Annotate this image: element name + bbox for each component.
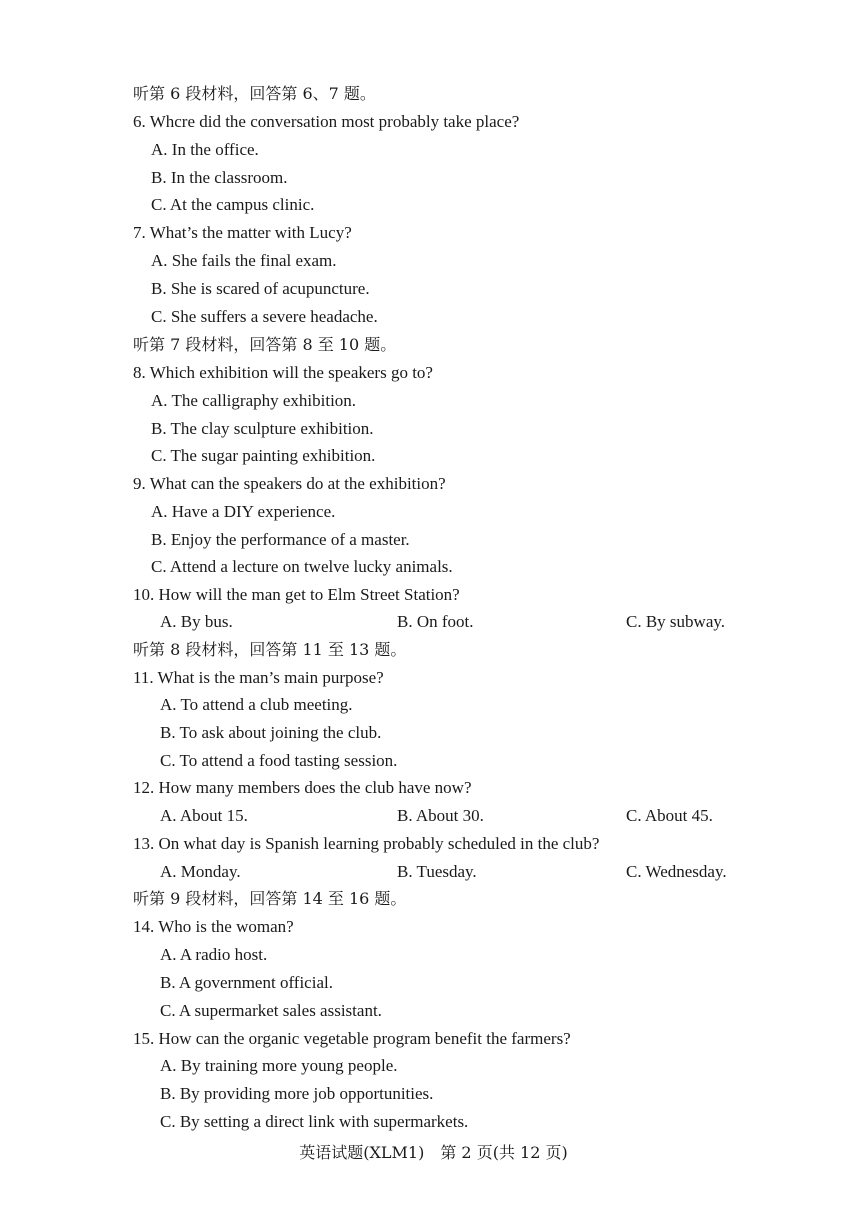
question-13: 13. On what day is Spanish learning probably scheduled in the club? [133, 834, 600, 853]
question-12-option-c: C. About 45. [626, 806, 713, 825]
question-12: 12. How many members does the club have now? [133, 778, 472, 797]
question-10-option-b: B. On foot. [397, 612, 474, 631]
question-8-option-b: B. The clay sculpture exhibition. [151, 419, 374, 438]
question-10-option-c: C. By subway. [626, 612, 726, 631]
question-8-option-c: C. The sugar painting exhibition. [151, 446, 376, 465]
question-7-option-c: C. She suffers a severe headache. [151, 307, 378, 326]
question-15: 15. How can the organic vegetable program benefit the farmers? [133, 1029, 571, 1048]
question-9-option-a: A. Have a DIY experience. [151, 502, 336, 521]
page-footer: 英语试题(XLM1) 第 2 页(共 12 页) [299, 1143, 568, 1162]
question-9-option-c: C. Attend a lecture on twelve lucky animals. [151, 557, 453, 576]
question-14-option-b: B. A government official. [160, 973, 333, 992]
section-6-instruction: 听第 6 段材料，回答第 6、7 题。 [133, 84, 376, 103]
question-7: 7. What’s the matter with Lucy? [133, 223, 352, 242]
question-15-option-a: A. By training more young people. [160, 1056, 398, 1075]
question-14: 14. Who is the woman? [133, 917, 294, 936]
question-7-option-a: A. She fails the final exam. [151, 251, 337, 270]
question-6: 6. Whcre did the conversation most probably take place? [133, 112, 520, 131]
question-11: 11. What is the man’s main purpose? [133, 668, 384, 687]
question-10-option-a: A. By bus. [160, 612, 233, 631]
question-11-option-b: B. To ask about joining the club. [160, 723, 382, 742]
section-8-instruction: 听第 8 段材料，回答第 11 至 13 题。 [133, 640, 407, 659]
question-14-option-c: C. A supermarket sales assistant. [160, 1001, 382, 1020]
question-11-option-c: C. To attend a food tasting session. [160, 751, 398, 770]
question-13-option-a: A. Monday. [160, 862, 241, 881]
question-8-option-a: A. The calligraphy exhibition. [151, 391, 357, 410]
question-15-option-b: B. By providing more job opportunities. [160, 1084, 434, 1103]
question-10: 10. How will the man get to Elm Street Station? [133, 585, 460, 604]
question-6-option-b: B. In the classroom. [151, 168, 288, 187]
question-11-option-a: A. To attend a club meeting. [160, 695, 353, 714]
question-6-option-c: C. At the campus clinic. [151, 195, 315, 214]
question-6-option-a: A. In the office. [151, 140, 259, 159]
question-12-option-b: B. About 30. [397, 806, 484, 825]
question-14-option-a: A. A radio host. [160, 945, 268, 964]
question-9-option-b: B. Enjoy the performance of a master. [151, 530, 410, 549]
question-7-option-b: B. She is scared of acupuncture. [151, 279, 370, 298]
section-7-instruction: 听第 7 段材料，回答第 8 至 10 题。 [133, 335, 397, 354]
question-8: 8. Which exhibition will the speakers go to? [133, 363, 433, 382]
question-13-option-c: C. Wednesday. [626, 862, 727, 881]
question-12-option-a: A. About 15. [160, 806, 248, 825]
question-15-option-c: C. By setting a direct link with supermarkets. [160, 1112, 469, 1131]
question-13-option-b: B. Tuesday. [397, 862, 477, 881]
question-9: 9. What can the speakers do at the exhibition? [133, 474, 446, 493]
section-9-instruction: 听第 9 段材料，回答第 14 至 16 题。 [133, 889, 407, 908]
